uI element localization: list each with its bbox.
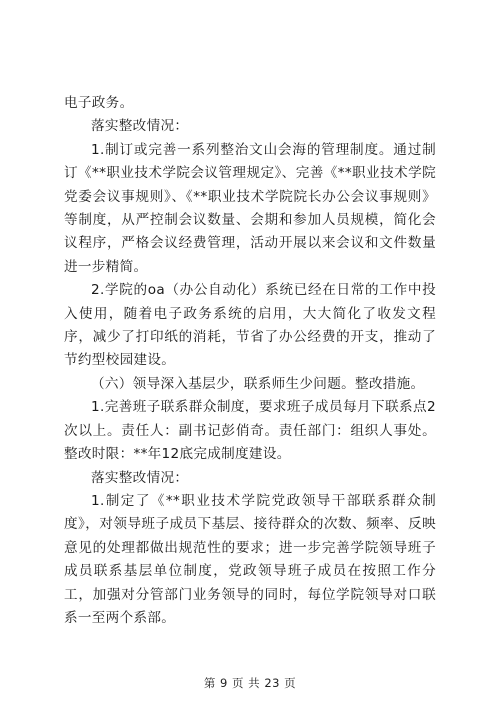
document-body [64,92,436,630]
paragraph-1: 电子政务。 [64,95,134,111]
paragraph-7: 落实整改情况： [91,469,189,486]
paragraph-5: （六）领导深入基层少，联系师生少问题。整改措施。 [91,375,425,392]
paragraph-8: 1.制定了《**职业技术学院党政领导干部联系群众制度》，对领导班子成员下基层、接待群众的次数、频率、反映意见的处理都做出规范性的要求；进一步完善学院领导班子成员联系基层单位制度，党政领导班子成员在按照工作分工，加强对分管部门业务领导的同时，每位学院领导对口联系一至两个系部。 [64,492,436,626]
paragraph-2: 落实整改情况： [91,118,189,135]
paragraph-4: 2.学院的oa（办公自动化）系统已经在日常的工作中投入使用，随着电子政务系统的启用，大大简化了收发文程序，减少了打印纸的消耗，节省了办公经费的开支，推动了节约型校园建设。 [64,282,436,369]
paragraph-3: 1.制订或完善一系列整治文山会海的管理制度。通过制订《**职业技术学院会议管理规定》、完善《**职业技术学院党委会议事规则》、《**职业技术学院院长办公会议事规则》等制度，从严控制会议数量、会期和参加人员规模，简化会议程序，严格会议经费管理，活动开展以来会议和文件数量进一步精简。 [64,141,436,275]
paragraph-6: 1.完善班子联系群众制度，要求班子成员每月下联系点2次以上。责任人：副书记彭俏奇。责任部门：组织人事处。整改时限：**年12底完成制度建设。 [64,399,436,463]
page-footer: 第 9 页 共 23 页 [203,676,297,690]
